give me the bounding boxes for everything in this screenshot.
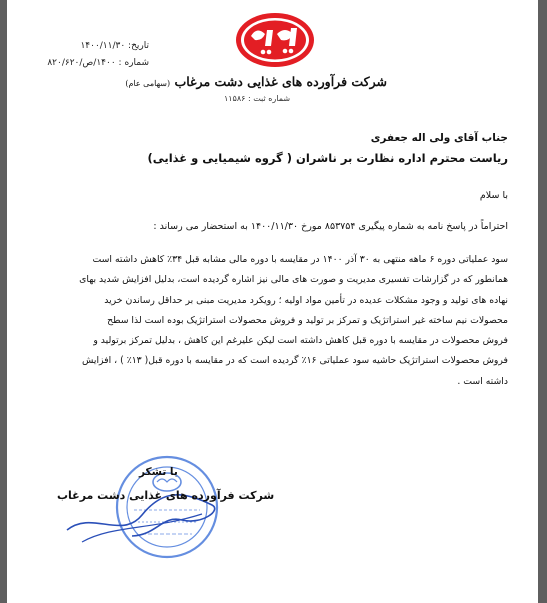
greeting: با سلام <box>479 190 508 201</box>
company-name-text: شرکت فرآورده های غذایی دشت مرغاب <box>174 74 387 89</box>
letter-meta <box>49 38 149 72</box>
registration-number: شماره ثبت : ۱۱۵۸۶ <box>223 94 291 103</box>
company-name <box>125 74 387 89</box>
body-line: فروش محصولات در مقایسه با دوره قبل کاهش داشته است لیکن علیرغم این کاهش ، بدلیل تمرکز برتولید و <box>93 335 508 347</box>
letter-body <box>43 250 508 392</box>
date-line: تاریخ: ۱۴۰۰/۱۱/۳۰ <box>80 41 149 51</box>
signature <box>62 470 232 550</box>
body-line: سود عملیاتی دوره ۶ ماهه منتهی به ۳۰ آذر ۱۴۰۰ در مقایسه با دوره مالی مشابه قبل ۳۴٪ کاهش داشته است <box>92 254 508 265</box>
body-line: فروش محصولات استراتژیک حاشیه سود عملیاتی ۱۶٪ گردیده است که در مقایسه با دوره قبل( ۱۳٪ ) ، افزایش <box>82 355 508 367</box>
letter-page <box>7 0 538 603</box>
number-line: شماره : ۱۴۰۰/ص/۸۲۰/۶۲۰ <box>47 58 149 68</box>
body-line: محصولات نیم ساخته غیر استراتژیک و تمرکز بر تولید و فروش محصولات استراتژیک بوده است لذا سطح <box>107 314 508 326</box>
signer-company: شرکت فرآورده های غذایی دشت مرغاب <box>57 489 275 502</box>
addressee: جناب آقای ولی اله جعفری <box>370 132 508 144</box>
company-type: (سهامی عام) <box>125 79 171 88</box>
body-line: همانطور که در گزارشات تفسیری مدیریت و صورت های مالی نیز اشاره گردیده است، بدلیل افزایش شدید بهای <box>79 274 508 286</box>
company-logo <box>233 10 317 70</box>
closing: با تشکر <box>139 466 178 478</box>
body-line: نهاده های تولید و وجود مشکلات عدیده در تأمین مواد اولیه ؛ رویکرد مدیریت مبنی بر حداقل رساندن خرید <box>104 294 508 306</box>
recipient-title: ریاست محترم اداره نظارت بر ناشران ( گروه شیمیایی و غذایی) <box>147 151 508 165</box>
body-line: داشته است . <box>457 375 508 387</box>
reference-line: احتراماً در پاسخ نامه به شماره پیگیری ۸۵۳۷۵۴ مورخ ۱۴۰۰/۱۱/۳۰ به استحضار می رساند : <box>153 221 508 232</box>
